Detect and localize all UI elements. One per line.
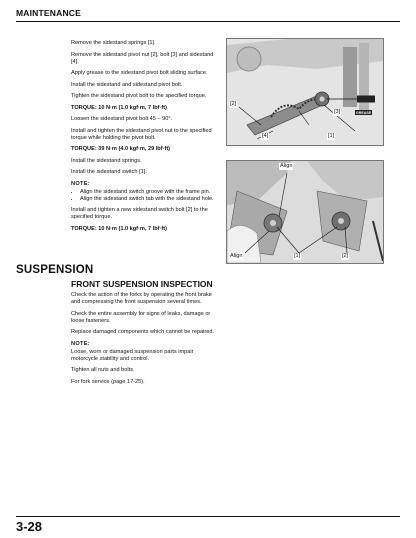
step-apply-grease: Apply grease to the sidestand pivot bolt sliding surface. xyxy=(71,70,208,76)
torque-spec-3: TORQUE: 10 N·m (1.0 kgf·m, 7 lbf·ft) xyxy=(71,225,167,232)
callout-1: [1] xyxy=(294,253,301,259)
subsection-title: FRONT SUSPENSION INSPECTION xyxy=(71,279,213,289)
check-assembly: Check the entire assembly for signs of leaks, damage or loose fasteners. xyxy=(71,310,211,324)
note-title: NOTE: xyxy=(71,180,90,187)
callout-2: [2] xyxy=(230,101,237,107)
step-install-switch: Install the sidestand switch [1]. xyxy=(71,169,147,175)
torque-spec-2: TORQUE: 39 N·m (4.0 kgf·m, 29 lbf·ft) xyxy=(71,146,171,152)
step-tighten-nut: Install and tighten the sidestand pivot nut to the specified torque while holding the pivot bolt. xyxy=(71,127,212,141)
step-install-springs: Install the sidestand springs. xyxy=(71,157,142,164)
callout-1: [1] xyxy=(328,133,335,139)
note-text: Loose, worn or damaged suspension parts impair motorcycle stability and control. xyxy=(71,348,194,362)
fork-service-reference: For fork service (page 17-25). xyxy=(71,378,145,385)
replace-components: Replace damaged components which cannot be repaired. xyxy=(71,329,215,335)
note-title: NOTE: xyxy=(71,340,90,347)
step-tighten-switch-bolt: Install and tighten a new sidestand switch bolt [2] to the specified torque. xyxy=(71,207,208,220)
callout-align-bottom: Align xyxy=(230,253,243,259)
callout-2: [2] xyxy=(342,253,349,259)
sidestand-switch-figure xyxy=(226,160,384,264)
grease-icon: GREASE xyxy=(356,110,372,115)
tighten-nuts: Tighten all nuts and bolts. xyxy=(71,367,135,373)
callout-align-top: Align xyxy=(280,163,293,169)
step-tighten-bolt: Tighten the sidestand pivot bolt to the specified torque. xyxy=(71,93,207,99)
sidestand-procedure xyxy=(71,40,221,237)
step-install-sidestand: Install the sidestand and sidestand pivot bolt. xyxy=(71,81,183,88)
sidestand-pivot-figure xyxy=(226,38,384,146)
page-number: 3-28 xyxy=(16,519,43,534)
header-rule xyxy=(16,21,400,22)
step-loosen-bolt: Loosen the sidestand pivot bolt 45 – 90°. xyxy=(71,116,173,122)
check-forks: Check the action of the forks by operating the front brake and compressing the front suspension several times. xyxy=(71,292,212,305)
section-title-suspension: SUSPENSION xyxy=(16,264,94,276)
step-remove-springs: Remove the sidestand springs [1]. xyxy=(71,40,156,46)
sidestand-pivot-illustration xyxy=(227,39,383,145)
step-remove-nut-bolt: Remove the sidestand pivot nut [2], bolt [3] and sidestand [4]. xyxy=(71,51,214,65)
section-header: MAINTENANCE xyxy=(16,8,82,18)
note-item: • Align the sidestand switch tab with the sidestand hole. xyxy=(80,196,221,203)
torque-spec-1: TORQUE: 10 N·m (1.0 kgf·m, 7 lbf·ft) xyxy=(71,104,167,111)
footer-rule xyxy=(16,516,400,517)
note-list xyxy=(71,189,221,203)
callout-4: [4] xyxy=(262,133,269,139)
sidestand-switch-illustration xyxy=(227,161,383,263)
note-item: • Align the sidestand switch groove with the frame pin. xyxy=(80,189,221,196)
suspension-procedure xyxy=(71,292,221,390)
callout-3: [3] xyxy=(334,109,341,115)
